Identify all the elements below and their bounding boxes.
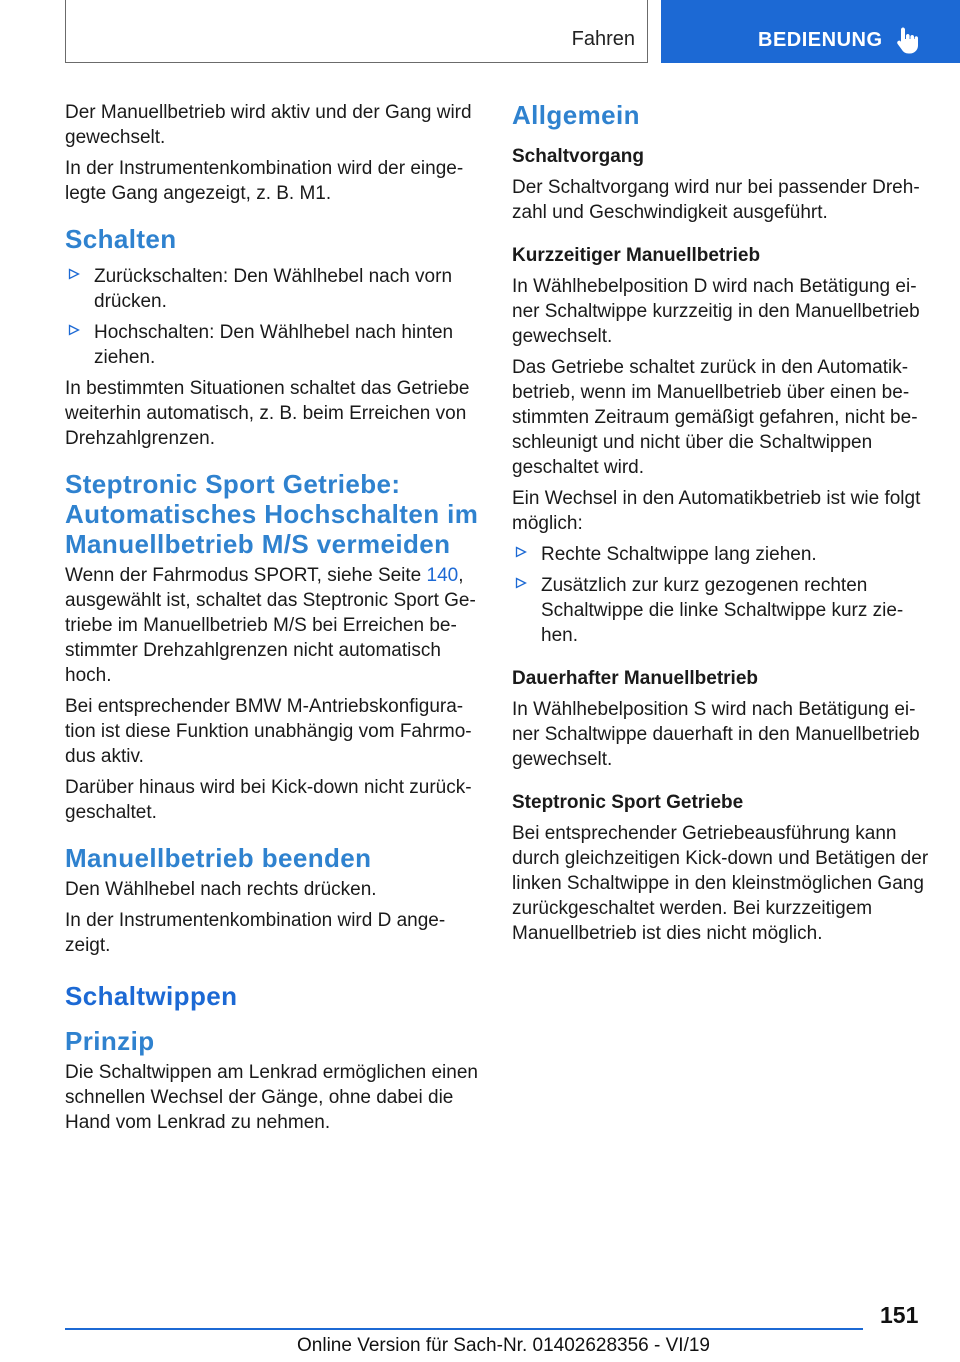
section-kurzzeitig (512, 243, 930, 648)
steptronic-paragraph-3: Darüber hinaus wird bei Kick-down nicht zurückgeschaltet. (65, 777, 472, 823)
page-link-140[interactable]: 140 (426, 565, 459, 586)
list-item (512, 542, 930, 567)
triangle-bullet-icon (515, 577, 527, 589)
intro-paragraph-2: In der Instrumentenkombination wird der eingelegte Gang angezeigt, z. B. M1. (65, 158, 464, 204)
intro-paragraph-1: Der Manuellbetrieb wird aktiv und der Gang wird gewechselt. (65, 102, 472, 148)
header-section-box (65, 0, 648, 63)
page-number: 151 (880, 1302, 919, 1328)
triangle-bullet-icon (68, 324, 80, 336)
kurzzeitig-list (512, 542, 930, 648)
list-item (512, 573, 930, 648)
list-item-text: Zurückschalten: Den Wählhebel nach vorn drücken. (94, 266, 453, 312)
pointing-hand-icon (896, 26, 920, 54)
list-item-text: Hochschalten: Den Wählhebel nach hinten ziehen. (94, 322, 454, 368)
section-steptronic-sport (512, 790, 930, 946)
kurzzeitig-paragraph-1: In Wählhebelposition D wird nach Betätigung einer Schaltwippe kurzzeitig in den Manuellbetrieb gewechselt. (512, 276, 920, 347)
list-item-text: Rechte Schaltwippe lang ziehen. (541, 544, 817, 565)
section-schalten (65, 224, 483, 451)
steptronic-paragraph-1: Wenn der Fahrmodus SPORT, siehe Seite 140, ausgewählt ist, schaltet das Steptronic Sport Getriebe im Manuellbetrieb M/S bei Erreichen bestimmter Drehzahlgrenzen nicht automatisch hoch. (65, 565, 476, 686)
footer-version-text: Online Version für Sach-Nr. 01402628356 - VI/19 (297, 1335, 710, 1356)
schaltvorgang-paragraph: Der Schaltvorgang wird nur bei passender Drehzahl und Geschwindigkeit ausgeführt. (512, 177, 920, 223)
steptronic-paragraph-2: Bei entsprechender BMW M-Antriebskonfiguration ist diese Funktion unabhängig vom Fahrmodus aktiv. (65, 696, 472, 767)
allgemein-heading: Allgemein (512, 100, 640, 130)
steptronic-heading: Steptronic Sport Getriebe: Automatisches Hochschalten im Manuellbetrieb M/S vermeiden (65, 469, 479, 559)
steptronic-sport-paragraph: Bei entsprechender Getriebeausführung kann durch gleichzeitigen Kick-down und Betätigen der linken Schaltwippe in den kleinstmöglichen Gang zurückgeschaltet werden. Bei kurzzeitigem Manuellbetrieb ist dies nicht möglich. (512, 823, 929, 944)
beenden-paragraph-2: In der Instrumentenkombination wird D angezeigt. (65, 910, 446, 956)
kurzzeitig-paragraph-2: Das Getriebe schaltet zurück in den Automatikbetrieb, wenn im Manuellbetrieb über einen bestimmten Zeitraum gemäßigt gefahren, nicht beschleunigt und nicht über die Schaltwippen geschaltet wird. (512, 357, 918, 478)
dauerhaft-paragraph: In Wählhebelposition S wird nach Betätigung einer Schaltwippe dauerhaft in den Manuellbetrieb gewechselt. (512, 699, 920, 770)
prinzip-paragraph: Die Schaltwippen am Lenkrad ermöglichen einen schnellen Wechsel der Gänge, ohne dabei die Hand vom Lenkrad zu nehmen. (65, 1062, 478, 1133)
triangle-bullet-icon (68, 268, 80, 280)
triangle-bullet-icon (515, 546, 527, 558)
left-column (65, 100, 483, 1141)
list-item (65, 264, 483, 314)
kurzzeitig-paragraph-3: Ein Wechsel in den Automatikbetrieb ist wie folgt möglich: (512, 488, 921, 534)
schalten-list (65, 264, 483, 370)
kurzzeitig-heading: Kurzzeitiger Manuellbetrieb (512, 245, 761, 266)
steptronic-sport-heading: Steptronic Sport Getriebe (512, 792, 744, 813)
list-item-text: Zusätzlich zur kurz gezogenen rechten Schaltwippe die linke Schaltwippe kurz ziehen. (541, 575, 904, 646)
beenden-paragraph-1: Den Wählhebel nach rechts drücken. (65, 879, 377, 900)
schalten-heading: Schalten (65, 224, 177, 254)
list-item (65, 320, 483, 370)
schalten-paragraph: In bestimmten Situationen schaltet das Getriebe weiterhin automatisch, z. B. beim Erreichen von Drehzahlgrenzen. (65, 378, 470, 449)
section-beenden (65, 843, 483, 958)
header-chapter-tab[interactable] (661, 0, 960, 63)
section-dauerhaft (512, 666, 930, 772)
header-chapter-title: BEDIENUNG (758, 29, 883, 51)
schaltvorgang-heading: Schaltvorgang (512, 146, 644, 167)
dauerhaft-heading: Dauerhafter Manuellbetrieb (512, 668, 758, 689)
header-section-title: Fahren (571, 28, 635, 50)
schaltwippen-heading: Schaltwippen (65, 981, 238, 1011)
beenden-heading: Manuellbetrieb beenden (65, 843, 372, 873)
section-steptronic (65, 469, 483, 825)
footer-divider (65, 1328, 863, 1330)
right-column (512, 100, 930, 952)
prinzip-heading: Prinzip (65, 1026, 155, 1056)
section-prinzip (65, 1026, 483, 1135)
